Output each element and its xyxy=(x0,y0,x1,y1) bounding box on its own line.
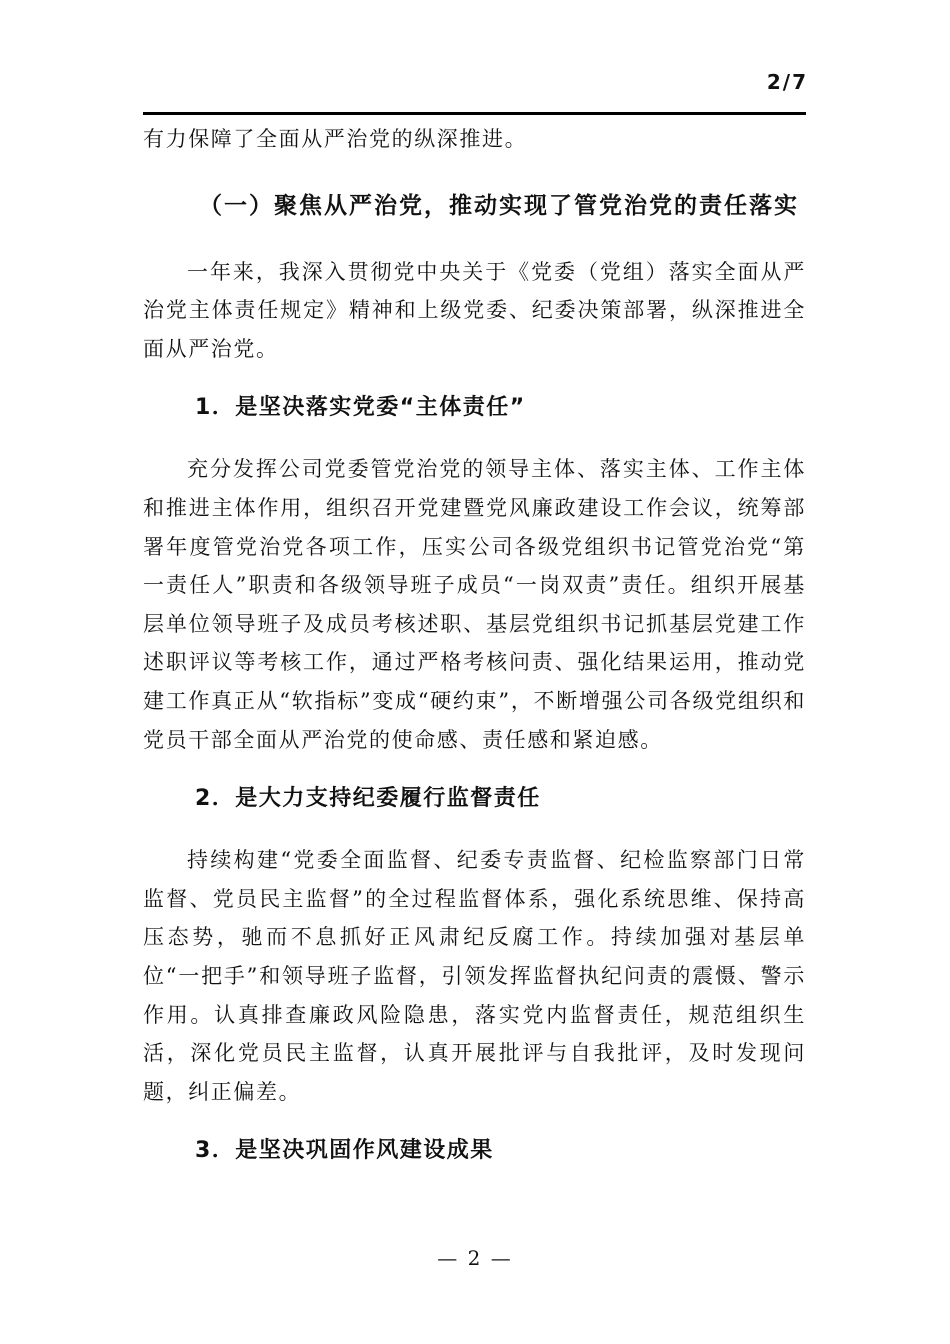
intro-continuation: 有力保障了全面从严治党的纵深推进。 xyxy=(143,127,528,151)
page-counter: 2/7 xyxy=(766,70,808,94)
page-number: — 2 — xyxy=(437,1246,513,1270)
header-rule xyxy=(143,112,806,115)
document-body xyxy=(143,120,806,1171)
item-1-heading: 1．是坚决落实党委“主体责任” xyxy=(195,395,526,421)
section-heading: （一）聚焦从严治党，推动实现了管党治党的责任落实 xyxy=(199,192,799,219)
item-2-paragraph: 持续构建“党委全面监督、纪委专责监督、纪检监察部门日常监督、党员民主监督”的全过程监督体系，强化系统思维、保持高压态势，驰而不息抓好正风肃纪反腐工作。持续加强对基层单位“一把手”和领导班子监督，引领发挥监督执纪问责的震慑、警示作用。认真排查廉政风险隐患，落实党内监督责任，规范组织生活，深化党员民主监督，认真开展批评与自我批评，及时发现问题，纠正偏差。 xyxy=(143,848,806,1104)
section-intro-paragraph: 一年来，我深入贯彻党中央关于《党委（党组）落实全面从严治党主体责任规定》精神和上级党委、纪委决策部署，纵深推进全面从严治党。 xyxy=(143,259,806,361)
item-2-heading: 2．是大力支持纪委履行监督责任 xyxy=(195,786,541,812)
item-3-heading: 3．是坚决巩固作风建设成果 xyxy=(195,1138,494,1164)
item-1-paragraph: 充分发挥公司党委管党治党的领导主体、落实主体、工作主体和推进主体作用，组织召开党建暨党风廉政建设工作会议，统筹部署年度管党治党各项工作，压实公司各级党组织书记管党治党“第一责任人”职责和各级领导班子成员“一岗双责”责任。组织开展基层单位领导班子及成员考核述职、基层党组织书记抓基层党建工作述职评议等考核工作，通过严格考核问责、强化结果运用，推动党建工作真正从“软指标”变成“硬约束”，不断增强公司各级党组织和党员干部全面从严治党的使命感、责任感和紧迫感。 xyxy=(143,457,806,752)
